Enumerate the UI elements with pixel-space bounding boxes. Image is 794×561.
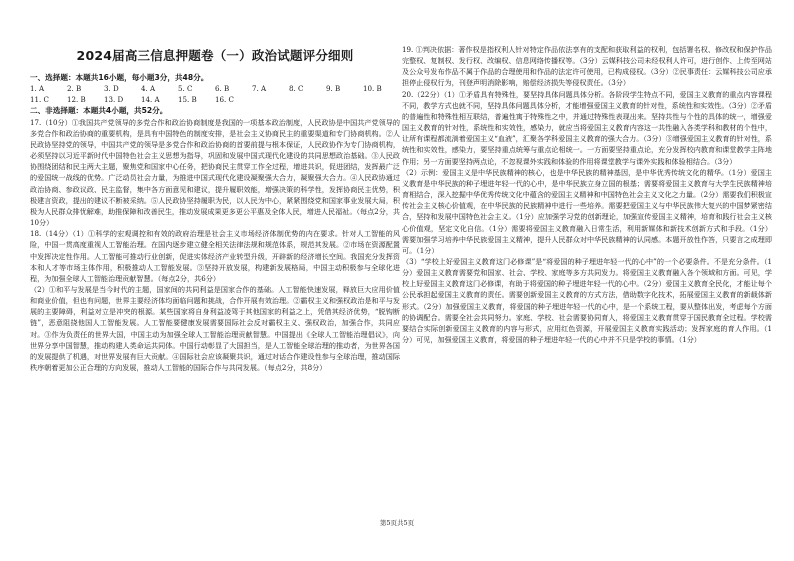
answer-item: 9. B: [326, 84, 341, 94]
answer-item: 12. B: [67, 95, 86, 105]
answer-item: 2. B: [67, 84, 82, 94]
answer-item: 4. A: [141, 84, 156, 94]
answer-18-part1: 18.（14分）（1）①科学的宏观调控和有效的政府治理是社会主义市场经济体制优势的内在要求。针对人工智能的风险，中国一贯高度重视人工智能治理。在国内逐步建立健全相关法律法规和规范体系，规范其发展。②市场在资源配置中发挥决定性作用。人工智能可推动行业创新，促进实体经济产业转型升级，开辟新的经济增长空间。我国充分发挥资本和人才等市场主体作用，积极推动人工智能发展。③坚持开放发展，构建新发展格局，中国主动积极参与全球化进程，为加强全球人工智能治理贡献智慧。（每点2分，共6分）: [30, 229, 400, 283]
answer-item: 10. B: [363, 84, 382, 94]
answer-item: 13. D: [104, 95, 124, 105]
answer-20-part3: （3）“学校上好爱国主义教育这门必修课”是“将爱国的种子埋进年轻一代的心中”的一个必要条件。不是充分条件。（1分）爱国主义教育需要党和国家、社会、学校、家庭等多方共同发力。将爱国主义教育融入各个领域和方面。可见，学校上好爱国主义教育这门必修课，有助于将爱国的种子埋进年轻一代的心中。（2分）爱国主义教育全民化，才能让每个公民承担起爱国主义教育的责任。需要创新爱国主义教育的方式方法，借助数字化技术，拓展爱国主义教育的新载体新形式。（2分）加强爱国主义教育，将爱国的种子埋进年轻一代的心中，是一个系统工程，要从整体出发，考虑每个方面的协调配合。需要全社会共同努力。家庭、学校、社会需要协同育人，将爱国主义教育贯穿于国民教育全过程。学校需要结合实际创新爱国主义教育的内容与形式，应用红色资源，开展爱国主义教育实践活动；发挥家庭的育人作用。（1分）可见，加强爱国主义教育，将爱国的种子埋进年轻一代的心中并不只是学校的事情。（1分）: [402, 256, 772, 345]
page-title: 2024届高三信息押题卷（一）政治试题评分细则: [76, 48, 354, 63]
answer-item: 16. C: [215, 95, 234, 105]
answer-row-2: [30, 94, 400, 105]
section1-heading: 一、选择题：本题共16小题，每小题3分，共48分。: [30, 73, 209, 82]
answer-item: 14. A: [141, 95, 160, 105]
answer-17: 17.（10分）①我国共产党领导的多党合作和政治协商制度是我国的一项基本政治制度，人民政协是中国共产党领导的多党合作和政治协商的重要机构，是具有中国特色的制度安排，是社会主义协商民主的重要渠道和专门协商机构。②人民政协坚持党的领导，中国共产党的领导是多党合作和政治协商的首要前提与根本保证，人民政协作为专门协商机构，必须坚持以习近平新时代中国特色社会主义思想为指导，巩固和发展中国式现代化建设的共同思想政治基础。③人民政协围绕团结和民主两大主题，聚焦党和国家中心任务，把协商民主贯穿工作全过程，增进共识，促进团结，发挥最广泛的爱国统一战线的优势。广泛动员社会力量，为推进中国式现代化建设凝聚强大合力，凝聚强大合力。④人民政协通过政治协商、参政议政、民主监督，集中各方面意见和建议，提升履职效能，增强决策的科学性，发挥协商民主优势，积极建言资政，提出的建议不断被采纳。⑤人民政协坚持履职为民，以人民为中心，紧紧围绕党和国家事业发展大局，积极为人民群众排忧解难，助推保障和改善民生，推动发展成果更多更公平惠及全体人民，增进人民福祉。（每点2分，共10分）: [30, 117, 400, 228]
answer-19: 19. ①判决依据：著作权是指权利人针对特定作品依法享有的支配和获取利益的权利，包括署名权、修改权和保护作品完整权、复制权、发行权、改编权、信息网络传播权等。（3分）云媒科技公司未经权利人许可，进行创作、上传至网站及公众号发布作品不属于作品的合理使用和作品的法定许可使用，已构成侵权。（3分）②民事责任：云媒科技公司应承担停止侵权行为，刊登声明消除影响，赔偿经济损失等侵权责任。（3分）: [402, 45, 772, 88]
answer-20-part2: （2）示例：爱国主义是中华民族精神的核心，也是中华民族的精神基因，是中华优秀传统文化的精华。（1分）爱国主义教育是中华民族的种子埋进年轻一代的心中，是中华民族立身立国的根基；需要将爱国主义教育与大学生民族精神培育相结合，深入挖掘中华优秀传统文化中蕴含的爱国主义精神和中国特色社会主义文化之力量。（2分）需要我们积极宣传社会主义核心价值观，在中华民族的民族精神中进行一些培养。需要把爱国主义与中华民族伟大复兴的中国梦紧密结合，坚持和发展中国特色社会主义。（1分）应加强学习党的创新理论，加强宣传爱国主义精神，培育和践行社会主义核心价值观，坚定文化自信。（1分）需要将爱国主义教育融入日常生活，利用新媒体和新技术创新方式和手段。（1分）需要加强学习培养中华民族爱国主义精神，提升人民群众对中华民族精神的认同感。本题开放性作答，只要言之成理即可。（1分）: [402, 167, 772, 255]
section2-heading: 二、非选择题：本题共4小题，共52分。: [30, 106, 168, 116]
answer-item: 7. A: [252, 84, 267, 94]
page-number: 第5页共5页: [379, 519, 415, 527]
answer-item: 1. A: [30, 84, 45, 94]
answer-row-1: [30, 83, 400, 94]
answer-item: 5. C: [178, 84, 193, 94]
answer-18-part2: （2）①和平与发展是当今时代的主题，国家间的共同利益是国家合作的基础。人工智能快速发展，释放巨大应用价值和商业价值，但也有问题，世界主要经济体均面临问题和挑战，合作开展有效治理。②霸权主义和强权政治是和平与发展的主要障碍，利益对立是冲突的根源。某些国家将自身利益凌驾于其他国家的利益之上，凭借其经济优势，“脱钩断链”，恶意阻挠他国人工智能发展。人工智能要健康发展需要国际社会反对霸权主义、强权政治，加强合作，共同应对。③作为负责任的世界大国，中国主动为加强全球人工智能治理贡献智慧。中国提出《全球人工智能治理倡议》，向世界分享中国智慧，推动构建人类命运共同体。中国行动彰显了大国担当，是人工智能全球治理的推动者，为世界各国的发展提供了机遇，对世界发展有巨大贡献。④国际社会应该凝聚共识，通过对话合作建设性参与全球治理，推动国际秩序朝着更加公正合理的方向发展，推动人工智能的国际合作与共同发展。（每点2分，共8分）: [30, 284, 400, 373]
left-column: [30, 44, 400, 373]
answer-item: 11. C: [30, 95, 49, 105]
answer-item: 15. B: [178, 95, 197, 105]
answer-20-part1: 20.（22分）（1）①矛盾具有特殊性，要坚持具体问题具体分析。各阶段学生特点不同，爱国主义教育的重点内容课程不同，教学方式也就不同，坚持具体问题具体分析，才能增强爱国主义教育的针对性，系统性和实效性。（3分）②矛盾的普遍性和特殊性相互联结，普遍性寓于特殊性之中，并通过特殊性表现出来。坚持共性与个性的具体的统一，增强爱国主义教育的针对性，系统性和实效性，感染力，就应当将爱国主义教育内容这一共性融入各类学科和教材的个性中，让所有课程都流淌着爱国主义“血液”，汇聚各学科爱国主义教育的强大合力。（3分）③增强爱国主义教育的针对性，系统性和实效性，感染力，要坚持重点统筹与重点论相统一。一方面要坚持重点论，充分发挥校内教育和课堂教学主阵地作用；另一方面要坚持两点论，不忽视课外实践和体验的作用将课堂教学与课外实践和体验相结合。（3分）: [402, 89, 772, 166]
answer-item: 6. B: [215, 84, 230, 94]
answer-item: 8. C: [289, 84, 304, 94]
answer-item: 3. D: [104, 84, 119, 94]
right-column: [402, 44, 772, 345]
